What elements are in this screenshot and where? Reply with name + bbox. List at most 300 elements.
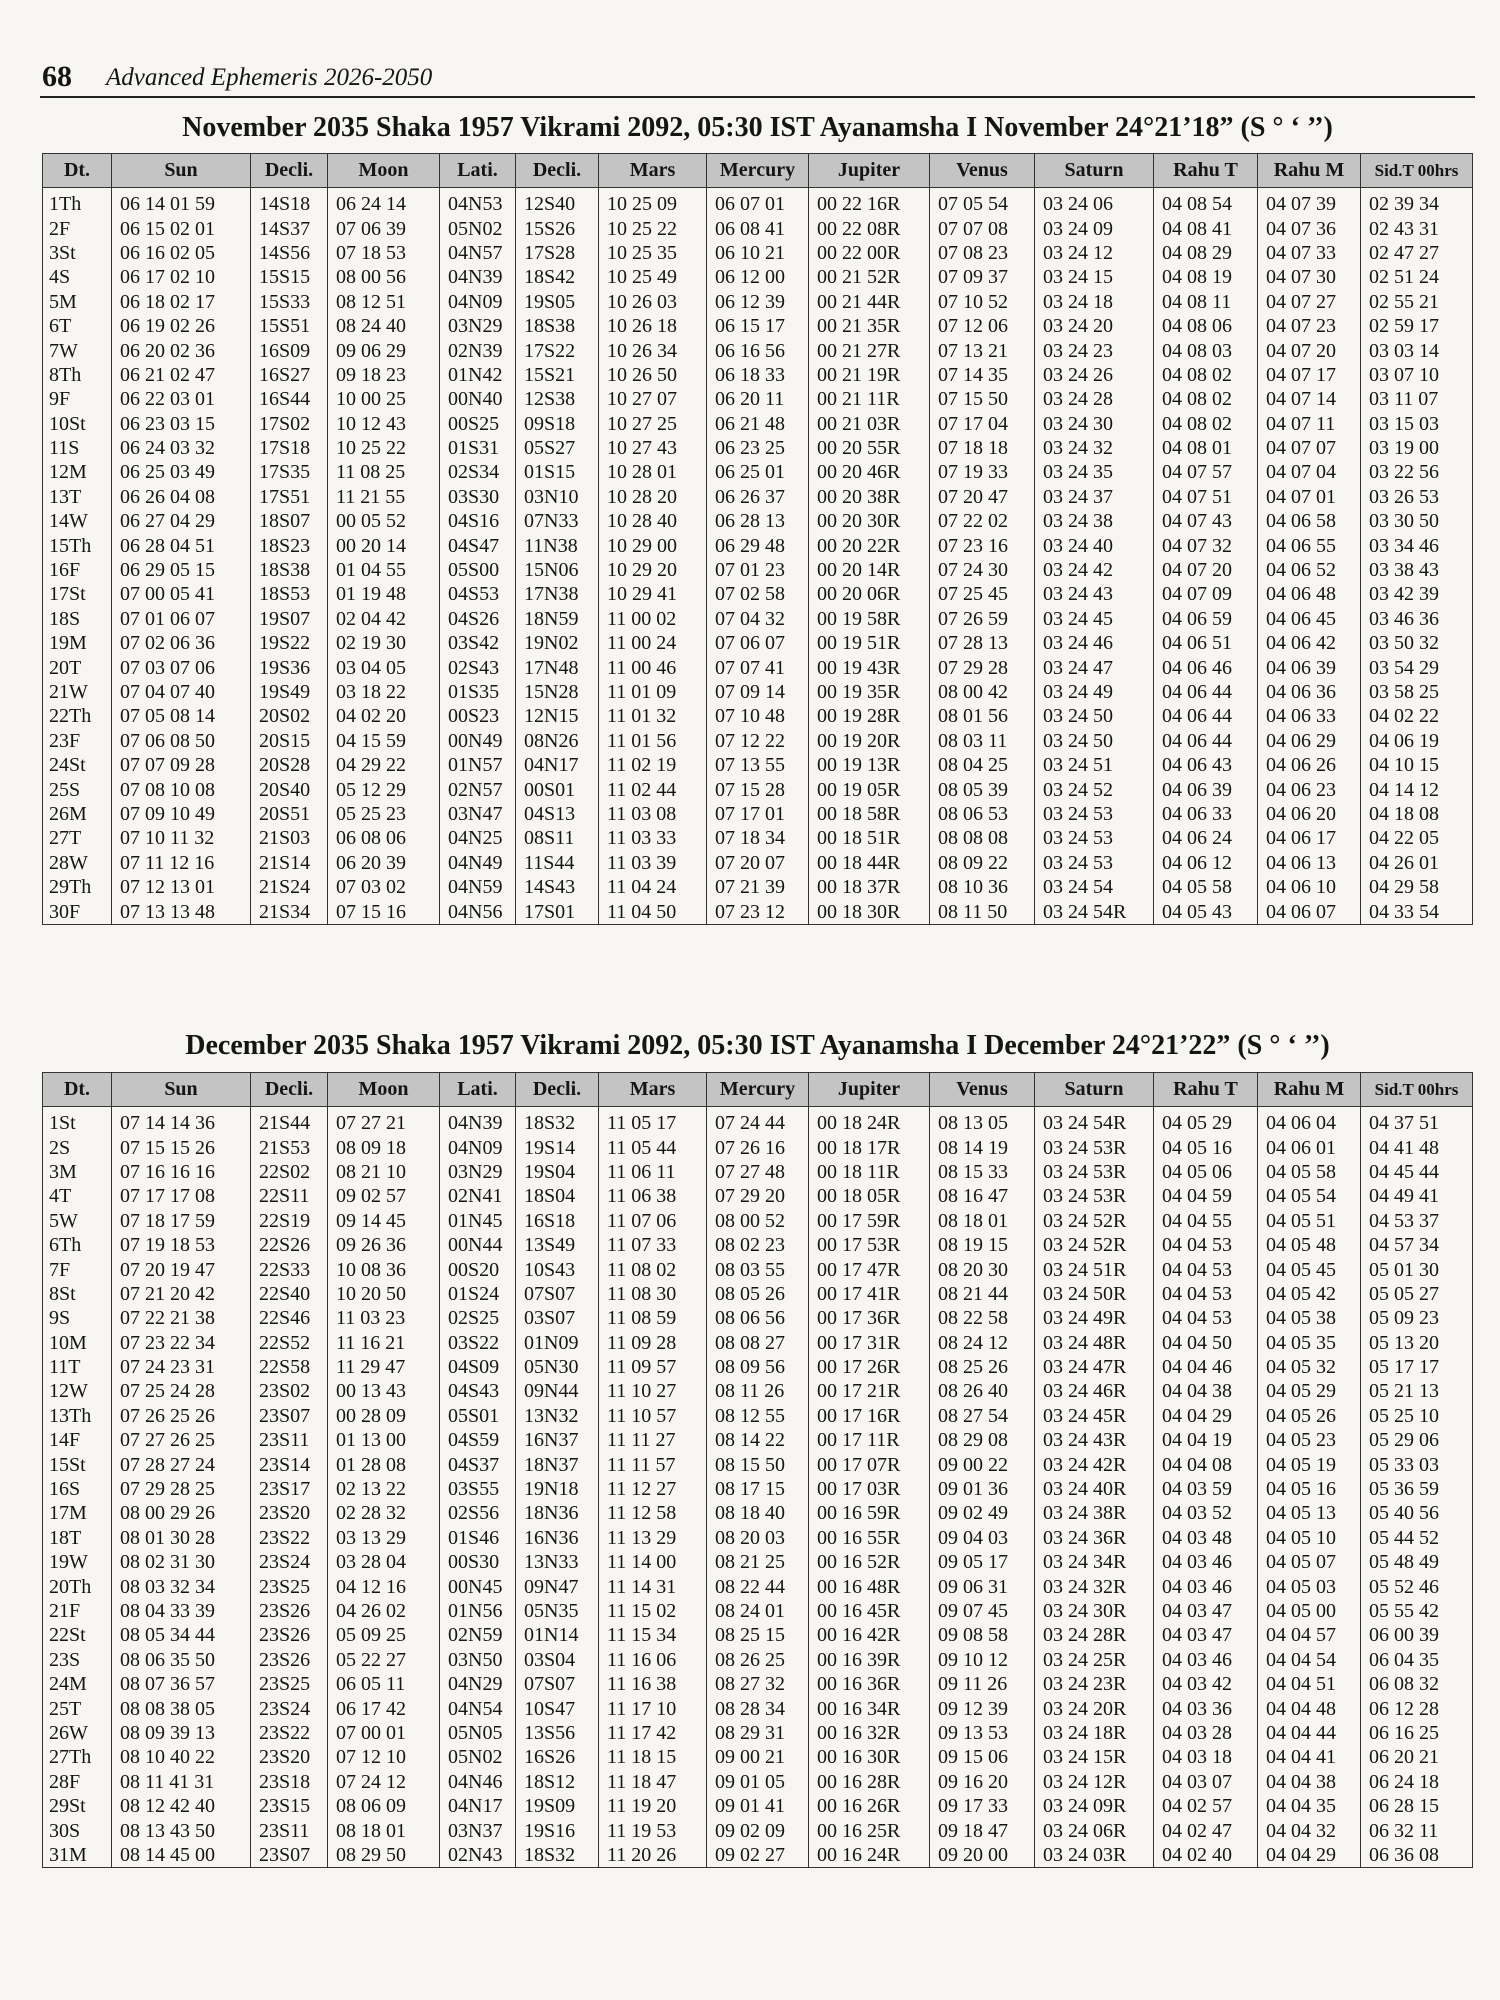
table-cell: 12S40 — [516, 188, 599, 217]
table-cell: 02 04 42 — [328, 607, 440, 631]
table-cell: 05 40 56 — [1361, 1501, 1473, 1525]
table-cell: 11 17 42 — [599, 1721, 707, 1745]
table-cell: 17S18 — [251, 436, 328, 460]
table-cell: 07 27 26 25 — [112, 1428, 251, 1452]
table-cell: 00N45 — [440, 1574, 516, 1598]
table-cell: 04 08 02 — [1154, 412, 1258, 436]
table-cell: 04 06 29 — [1258, 729, 1361, 753]
table-cell: 04 29 22 — [328, 753, 440, 777]
column-header: Decli. — [516, 1073, 599, 1107]
table-cell: 21S53 — [251, 1135, 328, 1159]
table-cell: 04 03 46 — [1154, 1550, 1258, 1574]
table-cell: 03 24 53 — [1035, 802, 1154, 826]
table-cell: 06 07 01 — [707, 188, 809, 217]
table-cell: 02N43 — [440, 1843, 516, 1868]
table-cell: 05 17 17 — [1361, 1355, 1473, 1379]
december-ephemeris-table — [42, 1072, 1473, 1868]
table-cell: 03S55 — [440, 1477, 516, 1501]
table-cell: 07S07 — [516, 1672, 599, 1696]
table-cell: 06 25 01 — [707, 460, 809, 484]
table-cell: 08 20 03 — [707, 1526, 809, 1550]
table-cell: 07 10 11 32 — [112, 826, 251, 850]
table-cell: 05 36 59 — [1361, 1477, 1473, 1501]
table-cell: 07 08 10 08 — [112, 777, 251, 801]
table-cell: 03 24 42R — [1035, 1452, 1154, 1476]
table-cell: 06 16 02 05 — [112, 241, 251, 265]
table-cell: 22S46 — [251, 1306, 328, 1330]
date-cell: 5M — [43, 290, 112, 314]
table-row — [43, 1696, 1473, 1720]
table-cell: 16N37 — [516, 1428, 599, 1452]
table-cell: 23S25 — [251, 1574, 328, 1598]
table-cell: 07 10 48 — [707, 704, 809, 728]
table-cell: 07 15 28 — [707, 777, 809, 801]
table-cell: 09 11 26 — [930, 1672, 1035, 1696]
table-cell: 03 30 50 — [1361, 509, 1473, 533]
table-cell: 08 13 05 — [930, 1107, 1035, 1136]
table-cell: 23S07 — [251, 1404, 328, 1428]
table-cell: 04 08 29 — [1154, 241, 1258, 265]
table-cell: 11 10 27 — [599, 1379, 707, 1403]
table-cell: 04 04 29 — [1154, 1404, 1258, 1428]
table-cell: 11 15 34 — [599, 1623, 707, 1647]
table-cell: 03 22 56 — [1361, 460, 1473, 484]
table-cell: 07 12 06 — [930, 314, 1035, 338]
table-cell: 03N50 — [440, 1648, 516, 1672]
table-cell: 20S15 — [251, 729, 328, 753]
table-cell: 16S27 — [251, 363, 328, 387]
table-cell: 21S03 — [251, 826, 328, 850]
table-cell: 23S14 — [251, 1452, 328, 1476]
table-cell: 04 08 06 — [1154, 314, 1258, 338]
table-cell: 04 05 58 — [1154, 875, 1258, 899]
table-cell: 08 04 25 — [930, 753, 1035, 777]
table-cell: 11 15 02 — [599, 1599, 707, 1623]
table-cell: 05N35 — [516, 1599, 599, 1623]
table-cell: 08 29 31 — [707, 1721, 809, 1745]
date-cell: 4T — [43, 1184, 112, 1208]
table-cell: 11 03 08 — [599, 802, 707, 826]
table-cell: 17N48 — [516, 655, 599, 679]
table-cell: 04 06 55 — [1258, 533, 1361, 557]
table-cell: 07 04 32 — [707, 607, 809, 631]
table-cell: 03 38 43 — [1361, 558, 1473, 582]
table-cell: 02N59 — [440, 1623, 516, 1647]
table-cell: 02 39 34 — [1361, 188, 1473, 217]
table-cell: 15S33 — [251, 290, 328, 314]
table-cell: 04 05 03 — [1258, 1574, 1361, 1598]
table-cell: 11 02 19 — [599, 753, 707, 777]
table-cell: 03 24 40 — [1035, 533, 1154, 557]
date-cell: 1St — [43, 1107, 112, 1136]
table-cell: 07 06 39 — [328, 216, 440, 240]
table-row — [43, 1721, 1473, 1745]
table-cell: 05 25 10 — [1361, 1404, 1473, 1428]
table-cell: 05 05 27 — [1361, 1282, 1473, 1306]
table-row — [43, 558, 1473, 582]
table-cell: 08 27 32 — [707, 1672, 809, 1696]
table-cell: 08 00 42 — [930, 680, 1035, 704]
table-row — [43, 680, 1473, 704]
table-cell: 07 17 01 — [707, 802, 809, 826]
table-cell: 03 11 07 — [1361, 387, 1473, 411]
table-cell: 13N33 — [516, 1550, 599, 1574]
table-cell: 07 03 02 — [328, 875, 440, 899]
table-cell: 00 17 47R — [809, 1257, 930, 1281]
table-cell: 03 24 32R — [1035, 1574, 1154, 1598]
table-cell: 07 19 18 53 — [112, 1233, 251, 1257]
table-cell: 08 14 45 00 — [112, 1843, 251, 1868]
table-cell: 11 01 09 — [599, 680, 707, 704]
table-cell: 11 20 26 — [599, 1843, 707, 1868]
table-cell: 08 12 55 — [707, 1404, 809, 1428]
table-cell: 04 05 58 — [1258, 1160, 1361, 1184]
table-cell: 07 18 17 59 — [112, 1209, 251, 1233]
table-cell: 23S11 — [251, 1818, 328, 1842]
table-row — [43, 1574, 1473, 1598]
table-cell: 01 19 48 — [328, 582, 440, 606]
table-cell: 20S40 — [251, 777, 328, 801]
table-cell: 07 20 19 47 — [112, 1257, 251, 1281]
table-cell: 05 44 52 — [1361, 1526, 1473, 1550]
table-cell: 00 22 08R — [809, 216, 930, 240]
table-cell: 06 18 33 — [707, 363, 809, 387]
date-cell: 22Th — [43, 704, 112, 728]
table-cell: 07S07 — [516, 1282, 599, 1306]
table-cell: 04 02 57 — [1154, 1794, 1258, 1818]
table-cell: 05 55 42 — [1361, 1599, 1473, 1623]
table-cell: 00 21 11R — [809, 387, 930, 411]
table-cell: 04 06 20 — [1258, 802, 1361, 826]
table-cell: 04 06 44 — [1154, 704, 1258, 728]
table-row — [43, 777, 1473, 801]
table-cell: 07 24 12 — [328, 1770, 440, 1794]
table-cell: 08 10 36 — [930, 875, 1035, 899]
table-cell: 08 03 55 — [707, 1257, 809, 1281]
table-cell: 04 07 39 — [1258, 188, 1361, 217]
table-cell: 11 09 28 — [599, 1331, 707, 1355]
table-row — [43, 1599, 1473, 1623]
table-cell: 07 28 13 — [930, 631, 1035, 655]
table-cell: 16N36 — [516, 1526, 599, 1550]
table-cell: 10 26 34 — [599, 338, 707, 362]
november-section-title: November 2035 Shaka 1957 Vikrami 2092, 05:30 IST Ayanamsha I November 24°21’18” (S ° ‘ ’’) — [182, 112, 1333, 143]
table-cell: 01N42 — [440, 363, 516, 387]
table-cell: 17N38 — [516, 582, 599, 606]
table-row — [43, 899, 1473, 924]
table-cell: 07 27 48 — [707, 1160, 809, 1184]
table-cell: 07 06 07 — [707, 631, 809, 655]
table-cell: 19S16 — [516, 1818, 599, 1842]
table-cell: 08 08 27 — [707, 1331, 809, 1355]
table-cell: 03 24 15 — [1035, 265, 1154, 289]
table-cell: 04 07 36 — [1258, 216, 1361, 240]
table-cell: 10 28 40 — [599, 509, 707, 533]
table-cell: 04 06 33 — [1154, 802, 1258, 826]
table-cell: 00 05 52 — [328, 509, 440, 533]
table-row — [43, 1648, 1473, 1672]
table-cell: 00 18 37R — [809, 875, 930, 899]
table-cell: 23S22 — [251, 1526, 328, 1550]
table-cell: 04 03 46 — [1154, 1648, 1258, 1672]
table-cell: 04 07 17 — [1258, 363, 1361, 387]
table-cell: 00N49 — [440, 729, 516, 753]
table-cell: 04 04 48 — [1258, 1696, 1361, 1720]
table-cell: 06 08 32 — [1361, 1672, 1473, 1696]
table-row — [43, 1282, 1473, 1306]
table-cell: 00 16 26R — [809, 1794, 930, 1818]
table-cell: 03 24 48R — [1035, 1331, 1154, 1355]
table-cell: 22S11 — [251, 1184, 328, 1208]
date-cell: 13Th — [43, 1404, 112, 1428]
table-cell: 02N39 — [440, 338, 516, 362]
table-cell: 03 24 52R — [1035, 1209, 1154, 1233]
table-cell: 08 11 26 — [707, 1379, 809, 1403]
table-cell: 06 29 05 15 — [112, 558, 251, 582]
table-cell: 04 06 10 — [1258, 875, 1361, 899]
table-cell: 07 25 24 28 — [112, 1379, 251, 1403]
table-cell: 04N09 — [440, 1135, 516, 1159]
table-cell: 03 24 46R — [1035, 1379, 1154, 1403]
table-row — [43, 533, 1473, 557]
date-cell: 12M — [43, 460, 112, 484]
table-cell: 07 29 20 — [707, 1184, 809, 1208]
table-cell: 00 19 51R — [809, 631, 930, 655]
table-cell: 04 07 04 — [1258, 460, 1361, 484]
table-cell: 23S17 — [251, 1477, 328, 1501]
table-cell: 01N57 — [440, 753, 516, 777]
table-cell: 08 29 08 — [930, 1428, 1035, 1452]
table-cell: 11 03 39 — [599, 851, 707, 875]
column-header: Dt. — [43, 1073, 112, 1107]
table-cell: 07 05 54 — [930, 188, 1035, 217]
table-cell: 07 26 16 — [707, 1135, 809, 1159]
table-cell: 08 17 15 — [707, 1477, 809, 1501]
table-cell: 07 26 25 26 — [112, 1404, 251, 1428]
table-cell: 06 20 02 36 — [112, 338, 251, 362]
table-cell: 07 24 44 — [707, 1107, 809, 1136]
table-cell: 10 28 01 — [599, 460, 707, 484]
table-cell: 17S51 — [251, 485, 328, 509]
table-cell: 00 16 45R — [809, 1599, 930, 1623]
table-cell: 03 24 43R — [1035, 1428, 1154, 1452]
table-cell: 06 23 03 15 — [112, 412, 251, 436]
table-cell: 08 26 40 — [930, 1379, 1035, 1403]
table-cell: 04 06 52 — [1258, 558, 1361, 582]
table-row — [43, 655, 1473, 679]
table-cell: 10 08 36 — [328, 1257, 440, 1281]
date-cell: 14W — [43, 509, 112, 533]
table-cell: 05S01 — [440, 1404, 516, 1428]
table-cell: 08 20 30 — [930, 1257, 1035, 1281]
table-cell: 05 01 30 — [1361, 1257, 1473, 1281]
table-cell: 18S38 — [516, 314, 599, 338]
table-cell: 04 04 29 — [1258, 1843, 1361, 1868]
table-cell: 15N06 — [516, 558, 599, 582]
column-header: Jupiter — [809, 1073, 930, 1107]
table-cell: 14S56 — [251, 241, 328, 265]
table-cell: 23S15 — [251, 1794, 328, 1818]
table-cell: 06 16 56 — [707, 338, 809, 362]
table-cell: 00N44 — [440, 1233, 516, 1257]
table-cell: 06 24 18 — [1361, 1770, 1473, 1794]
table-cell: 03 24 06 — [1035, 188, 1154, 217]
table-cell: 09 26 36 — [328, 1233, 440, 1257]
table-cell: 09 10 12 — [930, 1648, 1035, 1672]
table-cell: 23S24 — [251, 1696, 328, 1720]
table-row — [43, 851, 1473, 875]
table-cell: 04 06 51 — [1154, 631, 1258, 655]
column-header: Rahu T — [1154, 1073, 1258, 1107]
table-cell: 04 05 19 — [1258, 1452, 1361, 1476]
table-cell: 07 12 22 — [707, 729, 809, 753]
table-cell: 04 06 45 — [1258, 607, 1361, 631]
table-cell: 06 18 02 17 — [112, 290, 251, 314]
table-cell: 04N49 — [440, 851, 516, 875]
table-cell: 08 06 35 50 — [112, 1648, 251, 1672]
date-cell: 23S — [43, 1648, 112, 1672]
table-cell: 08 05 34 44 — [112, 1623, 251, 1647]
table-cell: 10 28 20 — [599, 485, 707, 509]
table-cell: 05S27 — [516, 436, 599, 460]
table-row — [43, 582, 1473, 606]
table-cell: 11 07 33 — [599, 1233, 707, 1257]
table-cell: 03 24 53R — [1035, 1184, 1154, 1208]
table-cell: 18S32 — [516, 1843, 599, 1868]
table-cell: 04 06 13 — [1258, 851, 1361, 875]
table-row — [43, 363, 1473, 387]
table-cell: 09 05 17 — [930, 1550, 1035, 1574]
table-cell: 11 18 47 — [599, 1770, 707, 1794]
table-cell: 00 20 14R — [809, 558, 930, 582]
table-row — [43, 704, 1473, 728]
table-row — [43, 607, 1473, 631]
table-cell: 15S26 — [516, 216, 599, 240]
table-cell: 04 04 32 — [1258, 1818, 1361, 1842]
table-cell: 03 24 50R — [1035, 1282, 1154, 1306]
table-cell: 03 24 46 — [1035, 631, 1154, 655]
table-cell: 15S21 — [516, 363, 599, 387]
table-cell: 07 06 08 50 — [112, 729, 251, 753]
table-cell: 04 04 51 — [1258, 1672, 1361, 1696]
table-cell: 04 07 33 — [1258, 241, 1361, 265]
table-cell: 04N54 — [440, 1696, 516, 1720]
table-cell: 00 16 39R — [809, 1648, 930, 1672]
table-cell: 04 10 15 — [1361, 753, 1473, 777]
table-cell: 07 05 08 14 — [112, 704, 251, 728]
table-cell: 08N26 — [516, 729, 599, 753]
table-cell: 08 11 41 31 — [112, 1770, 251, 1794]
table-cell: 04N17 — [516, 753, 599, 777]
table-cell: 03 24 45 — [1035, 607, 1154, 631]
table-cell: 11 03 33 — [599, 826, 707, 850]
table-cell: 23S20 — [251, 1501, 328, 1525]
table-cell: 19N18 — [516, 1477, 599, 1501]
table-cell: 04 37 51 — [1361, 1107, 1473, 1136]
table-cell: 03S07 — [516, 1306, 599, 1330]
table-cell: 04 04 38 — [1154, 1379, 1258, 1403]
table-cell: 03 24 54R — [1035, 899, 1154, 924]
table-cell: 13S56 — [516, 1721, 599, 1745]
table-cell: 11 18 15 — [599, 1745, 707, 1769]
table-cell: 18S42 — [516, 265, 599, 289]
table-cell: 04 02 22 — [1361, 704, 1473, 728]
table-cell: 23S24 — [251, 1550, 328, 1574]
table-cell: 08 18 01 — [930, 1209, 1035, 1233]
table-cell: 06 20 11 — [707, 387, 809, 411]
table-cell: 21S44 — [251, 1107, 328, 1136]
table-cell: 15N28 — [516, 680, 599, 704]
table-cell: 10 29 20 — [599, 558, 707, 582]
table-cell: 06 28 13 — [707, 509, 809, 533]
column-header: Sid.T 00hrs — [1361, 154, 1473, 188]
table-cell: 02N41 — [440, 1184, 516, 1208]
table-cell: 00 17 59R — [809, 1209, 930, 1233]
table-cell: 18S12 — [516, 1770, 599, 1794]
table-cell: 08 11 50 — [930, 899, 1035, 924]
column-header: Moon — [328, 154, 440, 188]
table-cell: 07 17 17 08 — [112, 1184, 251, 1208]
table-cell: 11 10 57 — [599, 1404, 707, 1428]
table-cell: 04 14 12 — [1361, 777, 1473, 801]
table-cell: 08 22 44 — [707, 1574, 809, 1598]
table-cell: 04 03 36 — [1154, 1696, 1258, 1720]
table-cell: 19S49 — [251, 680, 328, 704]
table-cell: 02S25 — [440, 1306, 516, 1330]
table-cell: 09 16 20 — [930, 1770, 1035, 1794]
table-cell: 00 17 07R — [809, 1452, 930, 1476]
table-cell: 07 27 21 — [328, 1107, 440, 1136]
table-cell: 06 20 39 — [328, 851, 440, 875]
table-cell: 00 19 58R — [809, 607, 930, 631]
table-cell: 03N37 — [440, 1818, 516, 1842]
table-cell: 04N59 — [440, 875, 516, 899]
table-cell: 11 12 27 — [599, 1477, 707, 1501]
table-cell: 04S13 — [516, 802, 599, 826]
table-cell: 11 04 24 — [599, 875, 707, 899]
table-cell: 11 29 47 — [328, 1355, 440, 1379]
table-cell: 01N45 — [440, 1209, 516, 1233]
table-cell: 04 04 41 — [1258, 1745, 1361, 1769]
table-cell: 09 15 06 — [930, 1745, 1035, 1769]
table-cell: 03 24 03R — [1035, 1843, 1154, 1868]
table-cell: 02 43 31 — [1361, 216, 1473, 240]
table-cell: 04 03 07 — [1154, 1770, 1258, 1794]
table-cell: 01 13 00 — [328, 1428, 440, 1452]
table-cell: 07N33 — [516, 509, 599, 533]
table-cell: 00 16 30R — [809, 1745, 930, 1769]
column-header: Sun — [112, 1073, 251, 1107]
table-cell: 04 08 03 — [1154, 338, 1258, 362]
date-cell: 1Th — [43, 188, 112, 217]
table-cell: 04 06 39 — [1154, 777, 1258, 801]
table-cell: 05 48 49 — [1361, 1550, 1473, 1574]
table-row — [43, 290, 1473, 314]
date-cell: 18T — [43, 1526, 112, 1550]
table-cell: 06 22 03 01 — [112, 387, 251, 411]
table-cell: 11 17 10 — [599, 1696, 707, 1720]
table-row — [43, 485, 1473, 509]
table-cell: 21S14 — [251, 851, 328, 875]
table-cell: 05 09 25 — [328, 1623, 440, 1647]
date-cell: 2F — [43, 216, 112, 240]
date-cell: 27T — [43, 826, 112, 850]
table-cell: 03 34 46 — [1361, 533, 1473, 557]
table-cell: 08 00 29 26 — [112, 1501, 251, 1525]
table-cell: 19S07 — [251, 607, 328, 631]
table-cell: 08 02 23 — [707, 1233, 809, 1257]
date-cell: 30F — [43, 899, 112, 924]
